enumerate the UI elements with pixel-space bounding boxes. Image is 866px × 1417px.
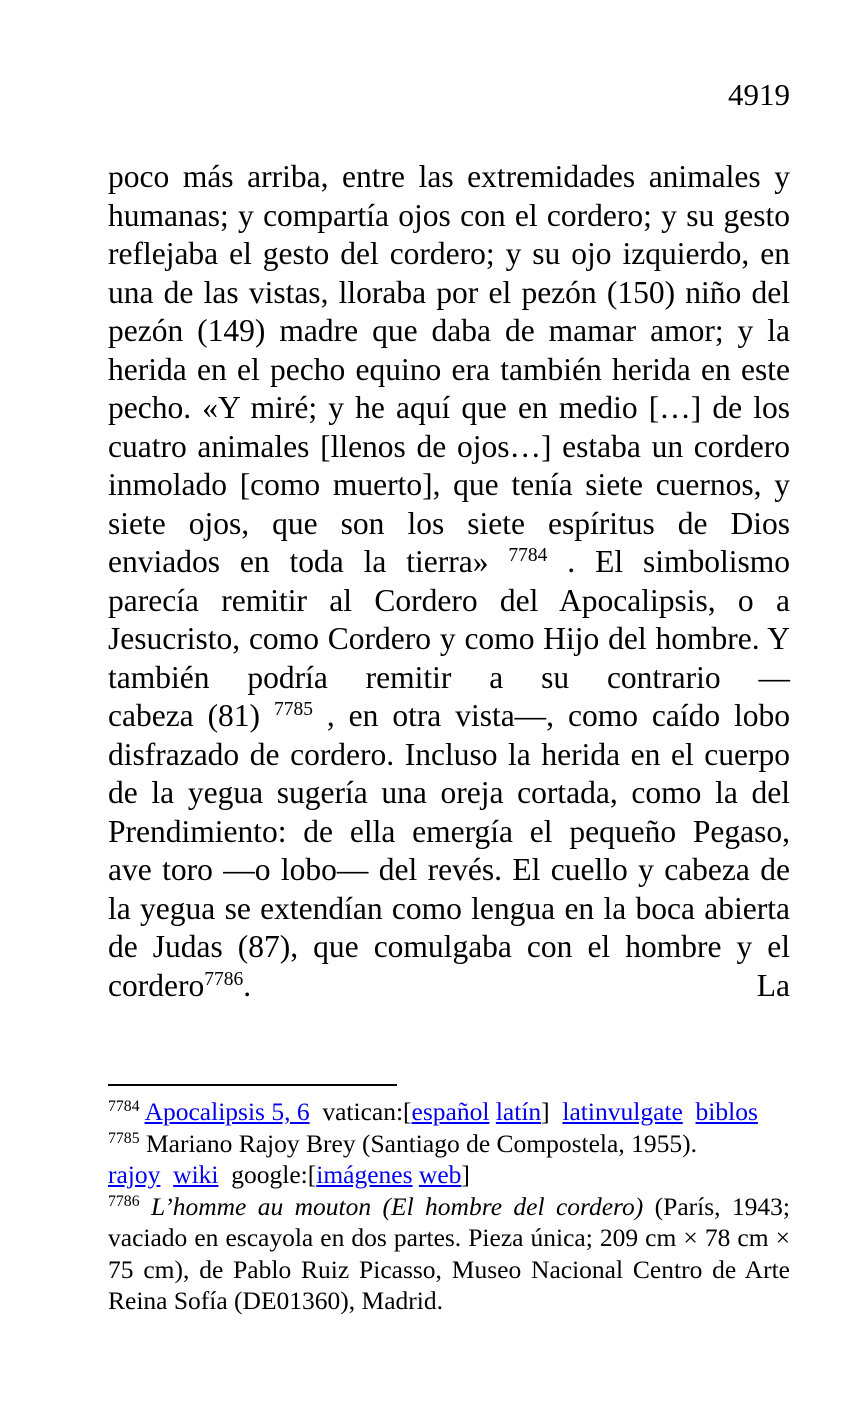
footnote-ref: 7785 <box>108 1129 140 1147</box>
footnote-7786: $^{7786}$ L’homme au mouton (El hombre del cordero) (París, 1943; vaciado en escayola en dos partes. Pieza única; 209 cm × 78 cm × 75 cm), de Pablo Ruiz Picasso, Museo Nacional Centro de Arte Reina Sofía (DE01360), Madrid. <box>108 1191 791 1315</box>
footnote-link[interactable]: latín <box>495 1097 542 1126</box>
artwork-title: L’homme au mouton (El hombre del cordero) <box>150 1191 644 1221</box>
body-paragraph: poco más arriba, entre las extremidades animales y humanas; y compartía ojos con el cordero; y su gesto reflejaba el gesto del cordero; y su ojo izquierdo, en una de las vistas, lloraba por el pezón (150) niño del pezón (149) madre que daba de mamar amor; y la herida en el pecho equino era también herida en este pecho. «Y miré; y he aquí que en medio […] de los cuatro animales [llenos de ojos…] estaba un cordero inmolado [como muerto], que tenía siete cuernos, y siete ojos, que son los siete espíritus de Dios enviados en toda la tierra» $^{7784}$ . El simbolismo parecía remitir al Cordero del Apocalipsis, o a Jesucristo, como Cordero y como Hijo del hombre. Y también podría remitir a su contrario —cabeza (81) $^{7785}$ , en otra vista—, como caído lobo disfrazado de cordero. Incluso la herida en el cuerpo de la yegua sugería una oreja cortada, como la del Prendimiento: de ella emergía el pequeño Pegaso, ave toro —o lobo— del revés. El cuello y cabeza de la yegua se extendían como lengua en la boca abierta de Judas (87), que comulgaba con el hombre y el cordero$^{7786}$. La <box>108 159 790 1003</box>
footnote-ref: 7785 <box>273 699 313 721</box>
footnote-ref: 7784 <box>108 1098 140 1116</box>
footnote-link[interactable]: Apocalipsis 5, 6 <box>144 1097 310 1126</box>
footnote-ref: 7786 <box>204 968 244 990</box>
footnote-link[interactable]: rajoy <box>108 1160 161 1189</box>
footnote-separator <box>108 1084 397 1086</box>
footnote-link[interactable]: wiki <box>173 1160 219 1189</box>
footnotes-section <box>108 1096 790 1317</box>
footnote-ref: 7784 <box>508 545 548 567</box>
footnote-link[interactable]: español <box>411 1097 490 1126</box>
footnote-7784: $^{7784}$ Apocalipsis 5, 6 vatican:[español latín] latinvulgate biblos <box>108 1097 758 1126</box>
footnote-link[interactable]: latinvulgate <box>562 1097 683 1126</box>
footnote-link[interactable]: imágenes <box>316 1160 413 1189</box>
footnote-ref: 7786 <box>108 1192 140 1210</box>
footnote-7785: $^{7785}$ Mariano Rajoy Brey (Santiago de Compostela, 1955). rajoy wiki google:[imágenes web] <box>108 1128 697 1189</box>
footnote-link[interactable]: web <box>418 1160 462 1189</box>
footnote-link[interactable]: biblos <box>695 1097 758 1126</box>
page-number: 4919 <box>728 77 790 112</box>
